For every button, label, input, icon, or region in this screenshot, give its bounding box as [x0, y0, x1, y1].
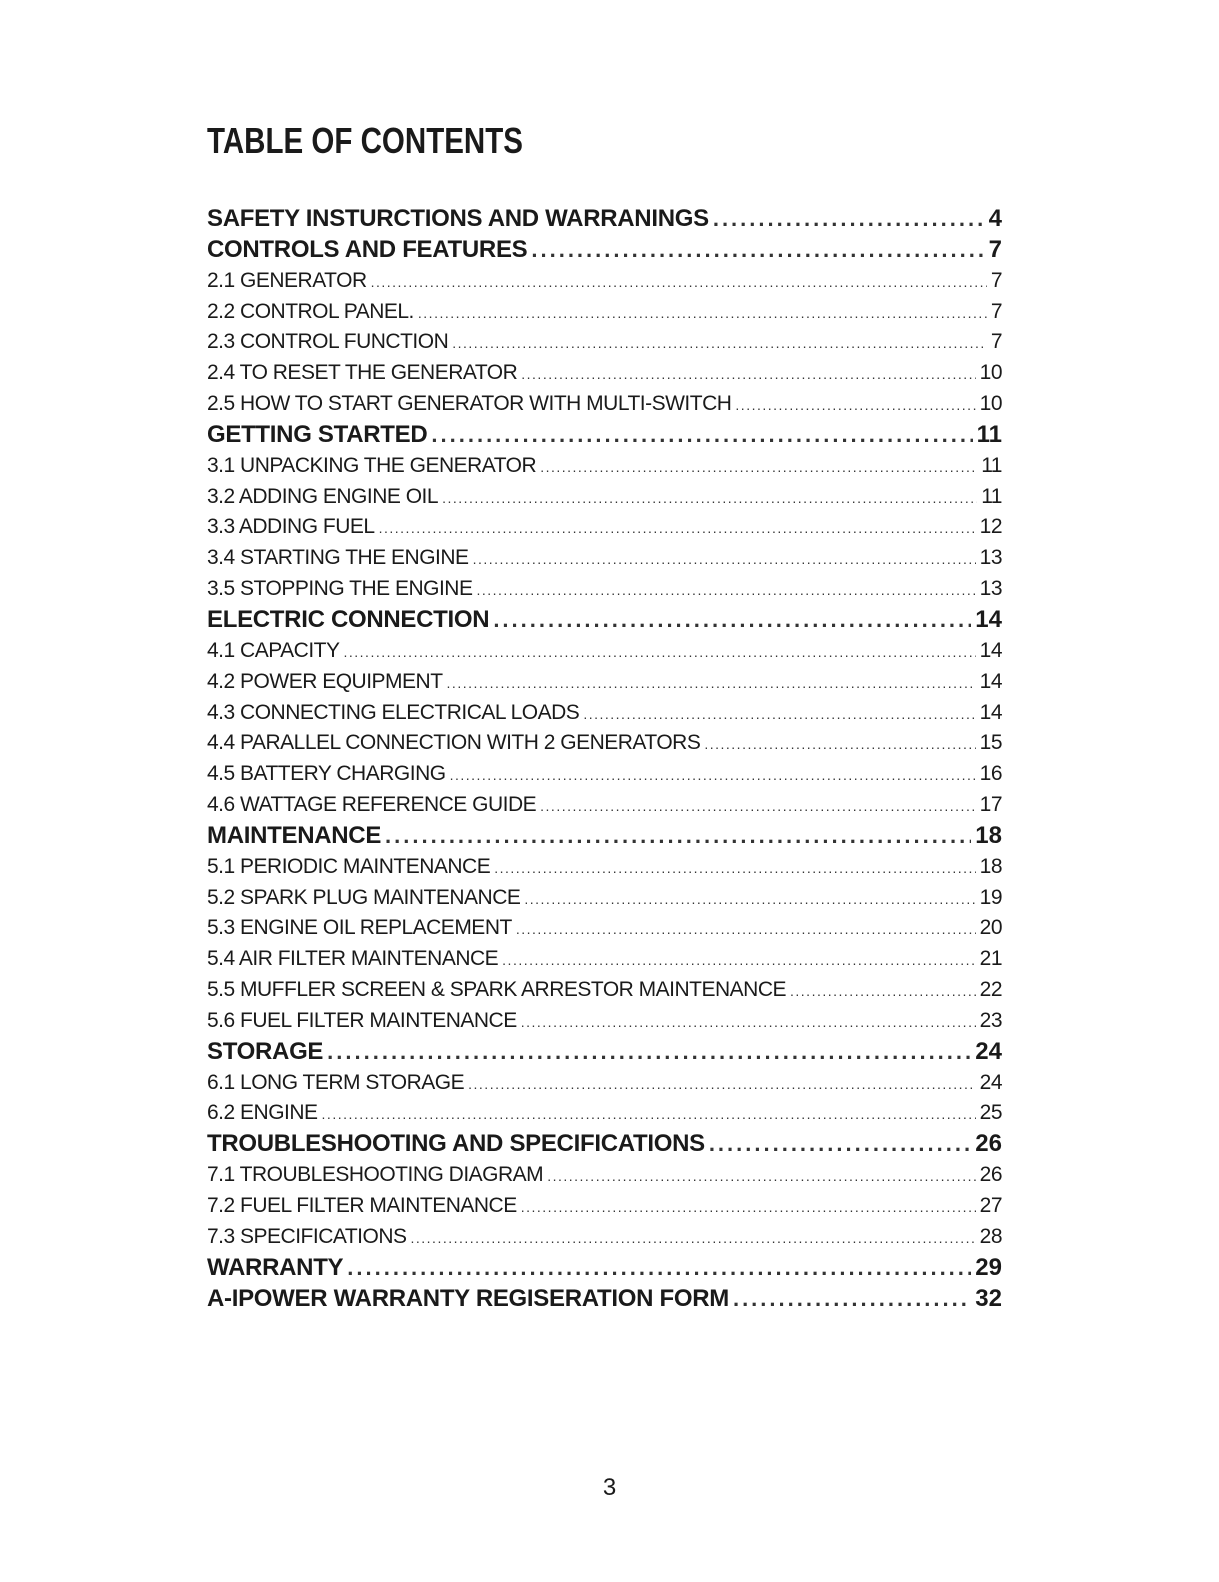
toc-subsection-entry — [207, 543, 1002, 574]
toc-entry-label: 4.4 PARALLEL CONNECTION WITH 2 GENERATORS — [207, 731, 701, 755]
dot-leader — [709, 1129, 971, 1160]
toc-entry-page: 14 — [979, 700, 1002, 724]
toc-entry-label: 4.5 BATTERY CHARGING — [207, 762, 446, 786]
toc-entry-label: 3.5 STOPPING THE ENGINE — [207, 577, 473, 601]
toc-subsection-entry — [207, 790, 1002, 821]
dot-leader — [540, 452, 977, 482]
dot-leader — [327, 1037, 971, 1068]
toc-entry-label: 5.6 FUEL FILTER MAINTENANCE — [207, 1008, 517, 1032]
toc-entry-page: 27 — [979, 1194, 1002, 1217]
toc-subsection-entry — [207, 574, 1002, 605]
toc-subsection-entry — [207, 512, 1002, 543]
dot-leader — [447, 668, 976, 698]
dot-leader — [735, 390, 975, 420]
toc-section-entry — [207, 605, 1002, 636]
toc-section-entry — [207, 420, 1002, 451]
page-title: TABLE OF CONTENTS — [207, 120, 523, 161]
toc-subsection-entry — [207, 1098, 1002, 1129]
toc-entry-page: 7 — [990, 268, 1002, 292]
toc-entry-page: 14 — [979, 669, 1002, 693]
dot-leader — [521, 1007, 976, 1037]
toc-entry-label: 4.3 CONNECTING ELECTRICAL LOADS — [207, 700, 580, 724]
toc-subsection-entry — [207, 297, 1002, 328]
page-number: 3 — [602, 1474, 617, 1501]
dot-leader — [733, 1284, 971, 1315]
toc-entry-page: 18 — [975, 821, 1002, 849]
toc-entry-label: STORAGE — [207, 1037, 324, 1065]
toc-section-entry — [207, 821, 1002, 852]
table-of-contents — [207, 204, 1002, 1314]
toc-entry-label: 5.4 AIR FILTER MAINTENANCE — [207, 947, 499, 971]
toc-subsection-entry — [207, 389, 1002, 420]
toc-entry-page: 16 — [979, 762, 1002, 786]
toc-entry-page: 11 — [976, 420, 1002, 448]
dot-leader — [418, 298, 987, 328]
toc-entry-label: 2.5 HOW TO START GENERATOR WITH MULTI-SWITCH — [207, 392, 732, 416]
toc-entry-page: 12 — [979, 515, 1002, 539]
dot-leader — [493, 605, 971, 636]
dot-leader — [583, 699, 975, 729]
toc-entry-page: 24 — [979, 1070, 1002, 1094]
toc-entry-label: 3.3 ADDING FUEL — [207, 515, 375, 539]
toc-entry-label: 2.3 CONTROL FUNCTION — [207, 330, 449, 354]
toc-entry-label: 6.2 ENGINE — [207, 1101, 318, 1125]
toc-entry-page: 22 — [979, 978, 1002, 1002]
dot-leader — [379, 513, 976, 543]
toc-subsection-entry — [207, 1006, 1002, 1037]
dot-leader — [347, 1253, 971, 1284]
toc-entry-page: 28 — [979, 1224, 1002, 1248]
toc-section-entry — [207, 235, 1002, 266]
toc-entry-page: 13 — [979, 577, 1002, 601]
toc-subsection-entry — [207, 1068, 1002, 1099]
toc-entry-label: 3.4 STARTING THE ENGINE — [207, 546, 469, 570]
dot-leader — [540, 791, 975, 821]
toc-entry-label: 5.5 MUFFLER SCREEN & SPARK ARRESTOR MAINTENANCE — [207, 978, 787, 1002]
toc-entry-page: 17 — [979, 793, 1002, 817]
toc-subsection-entry — [207, 852, 1002, 883]
toc-subsection-entry — [207, 728, 1002, 759]
toc-entry-page: 7 — [990, 330, 1002, 354]
toc-entry-label: 7.3 SPECIFICATIONS — [207, 1224, 407, 1248]
toc-subsection-entry — [207, 667, 1002, 698]
toc-entry-label: ELECTRIC CONNECTION — [207, 605, 490, 633]
toc-entry-page: 20 — [979, 916, 1002, 940]
toc-entry-label: GETTING STARTED — [207, 420, 428, 448]
toc-entry-page: 13 — [979, 546, 1002, 570]
toc-subsection-entry — [207, 1191, 1002, 1222]
toc-entry-page: 14 — [975, 605, 1002, 633]
toc-section-entry — [207, 1284, 1002, 1315]
toc-entry-page: 11 — [981, 453, 1002, 477]
toc-subsection-entry — [207, 883, 1002, 914]
toc-section-entry — [207, 1129, 1002, 1160]
dot-leader — [547, 1161, 975, 1191]
toc-entry-label: SAFETY INSTURCTIONS AND WARRANINGS — [207, 205, 709, 232]
toc-entry-label: 5.3 ENGINE OIL REPLACEMENT — [207, 916, 512, 940]
toc-entry-label: 2.4 TO RESET THE GENERATOR — [207, 361, 518, 385]
toc-entry-page: 4 — [988, 205, 1002, 232]
toc-entry-page: 10 — [979, 361, 1002, 385]
dot-leader — [531, 235, 984, 266]
dot-leader — [476, 575, 975, 605]
toc-subsection-entry — [207, 482, 1002, 513]
toc-entry-label: 4.2 POWER EQUIPMENT — [207, 669, 443, 693]
toc-entry-page: 18 — [979, 854, 1002, 878]
dot-leader — [371, 267, 987, 297]
toc-entry-label: MAINTENANCE — [207, 821, 382, 849]
toc-subsection-entry — [207, 944, 1002, 975]
toc-subsection-entry — [207, 759, 1002, 790]
toc-section-entry — [207, 1037, 1002, 1068]
dot-leader — [516, 914, 976, 944]
dot-leader — [431, 420, 972, 451]
dot-leader — [790, 976, 976, 1006]
toc-subsection-entry — [207, 451, 1002, 482]
toc-subsection-entry — [207, 266, 1002, 297]
dot-leader — [494, 853, 975, 883]
toc-entry-page: 32 — [975, 1284, 1002, 1312]
dot-leader — [322, 1099, 976, 1129]
dot-leader — [411, 1223, 976, 1253]
toc-entry-label: CONTROLS AND FEATURES — [207, 235, 528, 263]
toc-section-entry — [207, 1253, 1002, 1284]
dot-leader — [713, 204, 985, 235]
toc-entry-page: 23 — [979, 1008, 1002, 1032]
toc-subsection-entry — [207, 358, 1002, 389]
dot-leader — [524, 884, 975, 914]
toc-entry-label: WARRANTY — [207, 1253, 344, 1281]
toc-entry-page: 10 — [979, 392, 1002, 416]
toc-entry-page: 15 — [979, 731, 1002, 755]
toc-entry-label: 7.1 TROUBLESHOOTING DIAGRAM — [207, 1163, 544, 1187]
dot-leader — [521, 359, 975, 389]
toc-entry-label: 4.6 WATTAGE REFERENCE GUIDE — [207, 793, 537, 817]
dot-leader — [473, 544, 976, 574]
dot-leader — [502, 945, 975, 975]
dot-leader — [344, 637, 976, 667]
toc-subsection-entry — [207, 1160, 1002, 1191]
dot-leader — [442, 483, 977, 513]
toc-entry-label: 3.1 UNPACKING THE GENERATOR — [207, 453, 537, 477]
toc-entry-page: 14 — [979, 638, 1002, 662]
toc-entry-page: 26 — [975, 1130, 1002, 1158]
toc-entry-label: 2.2 CONTROL PANEL. — [207, 299, 414, 323]
toc-entry-page: 29 — [975, 1253, 1002, 1281]
dot-leader — [468, 1069, 976, 1099]
toc-subsection-entry — [207, 636, 1002, 667]
toc-entry-page: 7 — [988, 235, 1002, 263]
toc-entry-page: 24 — [975, 1037, 1002, 1065]
dot-leader — [521, 1192, 976, 1222]
toc-entry-page: 25 — [979, 1101, 1002, 1125]
dot-leader — [704, 729, 975, 759]
toc-entry-page: 7 — [990, 299, 1002, 323]
toc-entry-label: 4.1 CAPACITY — [207, 638, 340, 662]
toc-subsection-entry — [207, 975, 1002, 1006]
dot-leader — [450, 760, 976, 790]
toc-subsection-entry — [207, 698, 1002, 729]
toc-subsection-entry — [207, 913, 1002, 944]
toc-entry-label: TROUBLESHOOTING AND SPECIFICATIONS — [207, 1130, 705, 1158]
toc-entry-label: 7.2 FUEL FILTER MAINTENANCE — [207, 1194, 517, 1217]
toc-entry-label: 6.1 LONG TERM STORAGE — [207, 1070, 465, 1094]
toc-entry-page: 11 — [981, 484, 1002, 508]
dot-leader — [452, 328, 987, 358]
toc-entry-page: 19 — [979, 885, 1002, 909]
toc-subsection-entry — [207, 327, 1002, 358]
toc-entry-label: 5.2 SPARK PLUG MAINTENANCE — [207, 885, 521, 909]
toc-entry-label: A-IPOWER WARRANTY REGISERATION FORM — [207, 1284, 729, 1312]
dot-leader — [385, 821, 971, 852]
toc-entry-label: 3.2 ADDING ENGINE OIL — [207, 484, 439, 508]
toc-section-entry — [207, 204, 1002, 235]
toc-entry-page: 21 — [979, 947, 1002, 971]
toc-subsection-entry — [207, 1222, 1002, 1253]
toc-entry-label: 2.1 GENERATOR — [207, 268, 367, 292]
toc-entry-page: 26 — [979, 1163, 1002, 1187]
toc-entry-label: 5.1 PERIODIC MAINTENANCE — [207, 854, 491, 878]
